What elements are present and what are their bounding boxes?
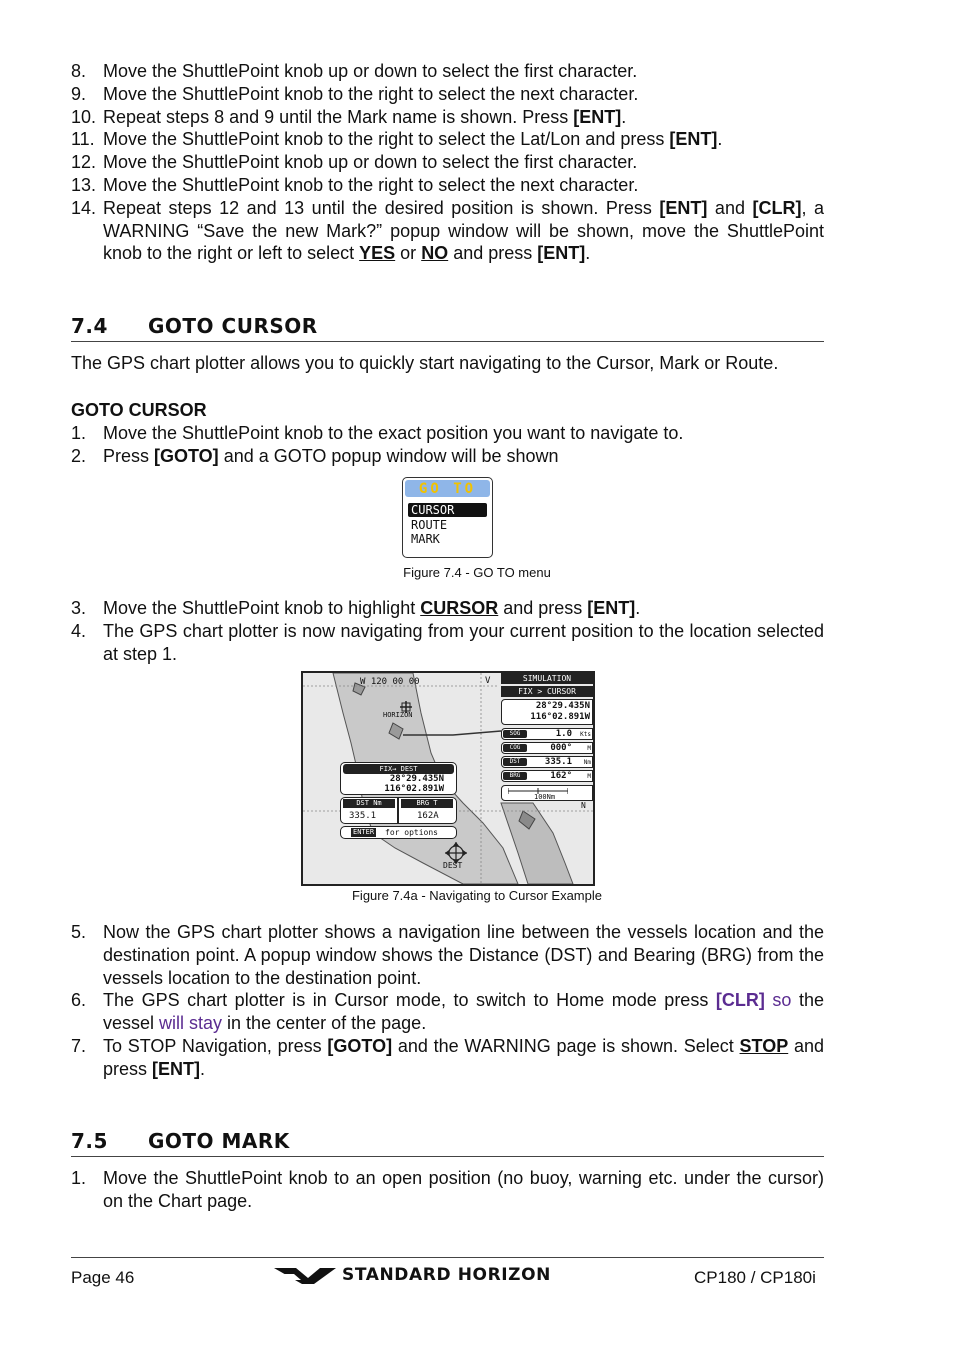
text-run: in the center of the page. xyxy=(222,1013,427,1034)
brand-logo xyxy=(274,1264,629,1286)
goto-menu-item-mark[interactable]: MARK xyxy=(411,532,440,546)
list-item-text xyxy=(103,174,824,197)
list-item xyxy=(71,60,824,83)
text-run: [ENT] xyxy=(659,197,708,218)
data-row xyxy=(501,770,593,782)
data-row-value: 1.0 xyxy=(555,729,572,739)
text-run: Move the ShuttlePoint knob to an open position (no buoy, warning etc. under the cursor) on the Chart page. xyxy=(103,1168,824,1211)
data-row-value: 000° xyxy=(550,743,572,753)
text-run: [ENT] xyxy=(669,129,718,150)
data-row-value: 162° xyxy=(550,771,572,781)
simulation-banner: SIMULATION xyxy=(501,673,593,684)
fix-cursor-banner: FIX > CURSOR xyxy=(501,686,593,697)
text-run: Press xyxy=(103,445,155,466)
text-run: CURSOR xyxy=(420,598,499,618)
text-run: The GPS chart plotter is in Cursor mode, to switch to Home mode press xyxy=(103,990,716,1011)
text-run: Move the ShuttlePoint knob to highlight xyxy=(103,598,421,618)
data-row-unit: Kts xyxy=(580,731,591,738)
text-run: and a GOTO popup window will be shown xyxy=(218,445,559,466)
enter-key: ENTER xyxy=(353,828,375,836)
text-run: the vessel xyxy=(103,990,824,1034)
list-item-text xyxy=(103,128,824,151)
text-run: [CLR] xyxy=(715,990,765,1011)
list-item-number: 1. xyxy=(71,1168,87,1188)
text-run: . xyxy=(635,598,641,618)
list-item-number: 12. xyxy=(71,152,97,173)
text-run: Now the GPS chart plotter shows a navigation line between the vessels location and the destination point. A popup window shows the Distance (DST) and Bearing (BRG) from the vessels location to the destination point. xyxy=(103,922,824,988)
section-title: GOTO MARK xyxy=(148,1129,290,1153)
list-item-number: 7. xyxy=(71,1035,87,1056)
list-item-number: 1. xyxy=(71,423,87,443)
text-run: [GOTO] xyxy=(154,445,219,466)
text-run: Repeat steps 8 and 9 until the Mark name is shown. Press xyxy=(103,106,574,127)
list-item-text xyxy=(103,60,824,83)
section-7-4-heading xyxy=(71,314,824,342)
section-7-5-heading xyxy=(71,1129,824,1157)
text-run: [ENT] xyxy=(537,243,586,264)
section-title: GOTO CURSOR xyxy=(148,314,318,338)
text-run: The GPS chart plotter is now navigating from your current position to the location selected at step 1. xyxy=(103,620,824,664)
text-run: [ENT] xyxy=(152,1058,201,1079)
text-run: and press xyxy=(448,243,538,264)
text-run: To STOP Navigation, press xyxy=(103,1035,328,1056)
section-number: 7.5 xyxy=(71,1129,108,1153)
list-item-number: 2. xyxy=(71,445,87,466)
nav-popup xyxy=(340,762,457,848)
list-item-number: 6. xyxy=(71,990,87,1011)
list-item-text xyxy=(103,989,824,1035)
data-row-tag: BRG xyxy=(503,772,527,780)
chart-dest-label: DEST xyxy=(443,861,463,870)
text-run: or xyxy=(395,243,422,264)
list-steps-5-7 xyxy=(71,921,824,1081)
list-item xyxy=(71,197,824,265)
chart-horizon-label: HORIZON xyxy=(383,711,413,719)
data-panel xyxy=(501,673,593,801)
footer-rule xyxy=(71,1257,824,1258)
list-item-number: 10. xyxy=(71,106,97,127)
data-row-tag: DST xyxy=(503,758,527,766)
list-item xyxy=(71,620,824,666)
text-run: NO xyxy=(421,243,449,264)
footer-model: CP180 / CP180i xyxy=(694,1268,816,1287)
popup-dst-value: 335.1 xyxy=(349,811,377,821)
text-run: [ENT] xyxy=(587,598,636,618)
position-box xyxy=(501,699,593,725)
data-row-tag: COG xyxy=(503,744,527,752)
list-item-text xyxy=(103,422,824,445)
list-item xyxy=(71,989,824,1035)
list-goto-mark xyxy=(71,1167,824,1213)
text-run: . xyxy=(585,243,591,264)
list-item xyxy=(71,445,824,468)
data-row-unit: M xyxy=(587,745,591,752)
intro-paragraph: The GPS chart plotter allows you to quickly start navigating to the Cursor, Mark or Route. xyxy=(71,353,779,373)
text-run: Move the ShuttlePoint knob to the right to select the next character. xyxy=(103,83,639,104)
list-item xyxy=(71,1167,824,1213)
brand-name: STANDARD HORIZON xyxy=(342,1265,551,1285)
popup-brg-box xyxy=(398,797,457,824)
text-run: . xyxy=(621,106,627,127)
list-steps-3-4 xyxy=(71,597,824,665)
popup-header: FIX→ DEST xyxy=(343,764,454,774)
position-lat: 28°29.435N xyxy=(535,701,590,711)
list-item xyxy=(71,106,824,129)
text-run: , a WARNING “Save the new Mark?” popup window will be shown, move the ShuttlePoint knob to the right or left to select xyxy=(103,197,824,264)
goto-menu-item-cursor[interactable]: CURSOR xyxy=(408,503,487,517)
scale-box xyxy=(501,785,593,801)
text-run: so xyxy=(764,990,792,1011)
figure-7-4a-caption: Figure 7.4a - Navigating to Cursor Example xyxy=(351,888,602,903)
list-item-text xyxy=(103,620,824,666)
text-run: Move the ShuttlePoint knob to the right to select the next character. xyxy=(103,174,639,195)
subheading-goto-cursor: GOTO CURSOR xyxy=(71,400,207,420)
data-row xyxy=(501,756,593,768)
list-item-number: 8. xyxy=(71,61,87,81)
data-row xyxy=(501,742,593,754)
list-item-text xyxy=(103,1035,824,1081)
list-item-number: 14. xyxy=(71,197,97,218)
list-item-text xyxy=(103,106,824,129)
goto-menu-title: GO TO xyxy=(405,480,490,497)
section-number: 7.4 xyxy=(71,314,108,338)
enter-options-text: for options xyxy=(385,828,438,837)
list-item-number: 9. xyxy=(71,83,87,104)
list-item xyxy=(71,83,824,106)
list-item-text xyxy=(103,921,824,989)
data-row-unit: Nm xyxy=(583,759,591,766)
text-run: Move the ShuttlePoint knob to the exact position you want to navigate to. xyxy=(103,423,684,443)
text-run: Move the ShuttlePoint knob up or down to select the first character. xyxy=(103,61,638,81)
goto-menu-item-route[interactable]: ROUTE xyxy=(411,518,448,532)
list-item xyxy=(71,151,824,174)
scale-label: 100Nm xyxy=(534,793,556,801)
text-run: Move the ShuttlePoint knob up or down to select the first character. xyxy=(103,152,638,173)
text-run: [GOTO] xyxy=(327,1035,393,1056)
list-item-number: 3. xyxy=(71,598,87,618)
chart-plotter-screen xyxy=(301,671,595,886)
text-run: STOP xyxy=(739,1035,789,1056)
text-run: . xyxy=(717,129,723,150)
popup-lat: 28°29.435N xyxy=(389,774,444,784)
position-lon: 116°02.891W xyxy=(530,712,590,722)
list-item-text xyxy=(103,83,824,106)
data-row xyxy=(501,728,593,740)
list-item xyxy=(71,422,824,445)
popup-options-bar[interactable] xyxy=(340,826,457,839)
list-item-number: 4. xyxy=(71,620,87,641)
list-item-text xyxy=(103,1167,824,1213)
goto-menu-figure xyxy=(402,477,493,558)
list-item xyxy=(71,1035,824,1081)
chart-corner-label: V xyxy=(485,676,491,686)
text-run: [CLR] xyxy=(752,197,802,218)
list-item-text xyxy=(103,151,824,174)
list-item-number: 11. xyxy=(71,129,95,150)
list-item-text xyxy=(103,197,824,265)
text-run: . xyxy=(200,1058,206,1079)
list-item xyxy=(71,597,824,620)
list-steps-8-14 xyxy=(71,60,824,265)
text-run: YES xyxy=(359,243,396,264)
popup-dst-label: DST Nm xyxy=(343,799,395,808)
data-row-value: 335.1 xyxy=(544,757,572,767)
popup-brg-label: BRG T xyxy=(401,799,453,808)
list-item xyxy=(71,128,824,151)
text-run: and the WARNING page is shown. Select xyxy=(392,1035,740,1056)
text-run: and press xyxy=(103,1035,824,1079)
chart-lon-label: W 120 00 00 xyxy=(360,677,420,687)
text-run: [ENT] xyxy=(573,106,622,127)
list-item-number: 5. xyxy=(71,922,87,942)
text-run: and press xyxy=(498,598,588,618)
popup-dst-box xyxy=(340,797,398,824)
popup-brg-value: 162A xyxy=(417,811,439,821)
text-run: Repeat steps 12 and 13 until the desired position is shown. Press xyxy=(103,197,660,218)
list-item xyxy=(71,921,824,989)
data-row-unit: M xyxy=(587,773,591,780)
data-row-tag: SOG xyxy=(503,730,527,738)
list-item xyxy=(71,174,824,197)
list-item-number: 13. xyxy=(71,174,97,195)
brand-wing-icon xyxy=(274,1264,336,1286)
chart-north-label: N xyxy=(581,801,586,810)
popup-position-box xyxy=(340,762,457,795)
popup-lon: 116°02.891W xyxy=(384,784,444,794)
footer-page: Page 46 xyxy=(71,1268,135,1287)
text-run: Move the ShuttlePoint knob to the right to select the Lat/Lon and press xyxy=(103,129,670,150)
list-item-text xyxy=(103,445,824,468)
list-item-text xyxy=(103,597,824,620)
text-run: and xyxy=(707,197,753,218)
figure-7-4-caption: Figure 7.4 - GO TO menu xyxy=(403,565,551,580)
text-run: will stay xyxy=(159,1013,223,1034)
list-steps-1-2 xyxy=(71,422,824,468)
